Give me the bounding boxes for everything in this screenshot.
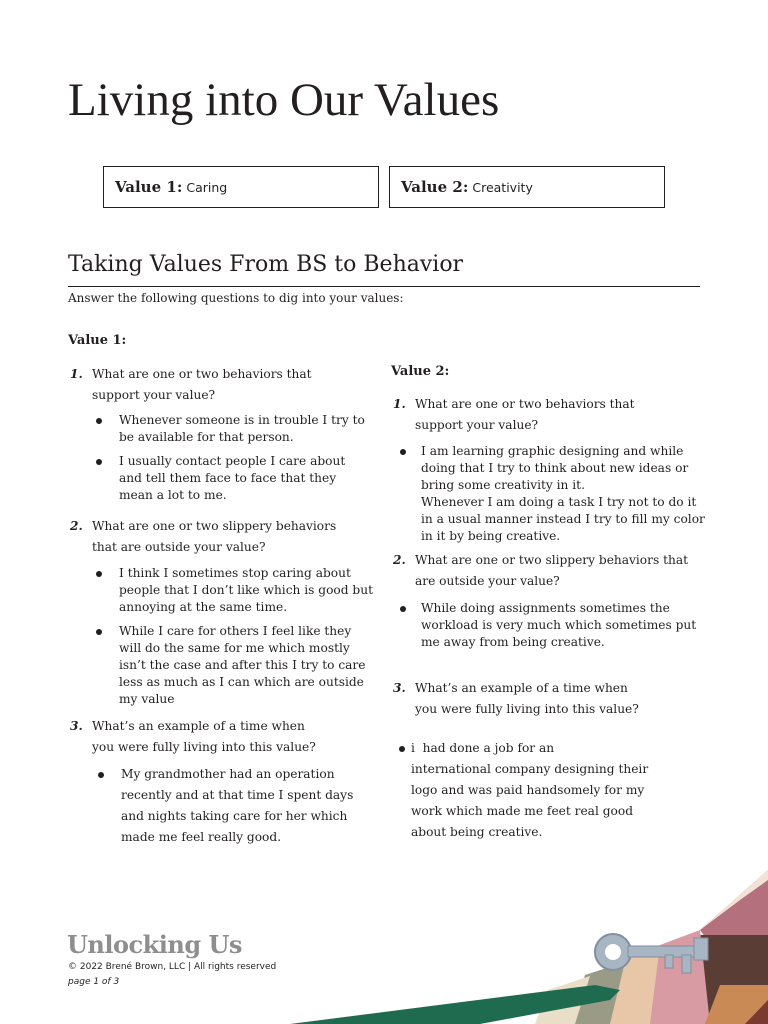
value-2-question-3: 3. What’s an example of a time when you were fully living into this value? — [393, 681, 639, 716]
value-2-answer-3-text: i had done a job for an international company designing their logo and was paid handsomely for my work which made me feet real good about being creative. — [411, 741, 653, 839]
list-item: While I care for others I feel like they will do the same for me which mostly isn’t the case and after this I try to care less as much as I can which are outside my value — [119, 623, 375, 708]
value-1-question-1: 1. What are one or two behaviors that support your value? — [70, 367, 312, 402]
list-item: Whenever someone is in trouble I try to be available for that person. — [119, 412, 371, 446]
list-item: While doing assignments sometimes the workload is very much which sometimes put me away from being creative. — [421, 600, 699, 651]
value-2-question-1: 1. What are one or two behaviors that support your value? — [393, 397, 635, 432]
list-item: I usually contact people I care about and tell them face to face that they mean a lot to me. — [119, 453, 371, 504]
page-title: Living into Our Values — [68, 74, 500, 126]
brand-logo: Unlocking Us — [67, 930, 242, 959]
value-1-text: Caring — [186, 179, 228, 195]
value-1-question-3: 3. What’s an example of a time when you were fully living into this value? — [70, 719, 316, 754]
value-2-heading: Value 2: — [391, 364, 450, 379]
section-intro: Answer the following questions to dig into your values: — [68, 291, 404, 305]
value-1-question-2: 2. What are one or two slippery behaviors that are outside your value? — [70, 519, 337, 554]
copyright-text: © 2022 Brené Brown, LLC | All rights reserved — [68, 962, 277, 972]
section-title: Taking Values From BS to Behavior — [68, 252, 464, 277]
list-item: My grandmother had an operation recently and at that time I spent days and nights taking care for her which made me feel really good. — [121, 764, 356, 848]
list-item: I think I sometimes stop caring about people that I don’t like which is good but annoying at the same time. — [119, 565, 375, 616]
value-2-text: Creativity — [472, 179, 533, 195]
value-1-heading: Value 1: — [68, 333, 127, 348]
page-number: page 1 of 3 — [68, 977, 120, 987]
value-1-label: Value 1: — [115, 178, 183, 196]
list-item: I am learning graphic designing and while doing that I try to think about new ideas or bring some creativity in it. Whenever I am doing a task I try not to do it in a usual manner instead I try to fill my color in it by being creative. — [421, 443, 711, 545]
value-2-question-2: 2. What are one or two slippery behaviors that are outside your value? — [393, 553, 689, 588]
value-2-label: Value 2: — [401, 178, 469, 196]
